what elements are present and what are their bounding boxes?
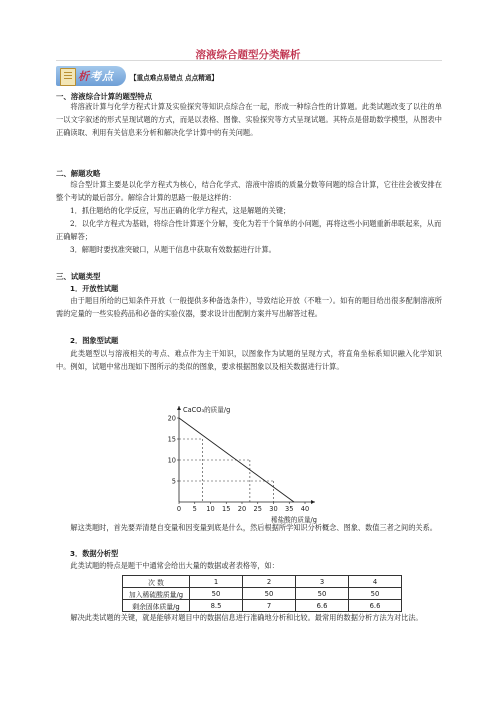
table-cell: 加入稀硫酸质量/g [123,588,190,600]
y-axis-arrow [177,406,181,410]
table-cell: 50 [190,588,243,600]
subheading-graph-questions: 2．图象型试题 [70,336,119,345]
section-heading-3: 三、试题类型 [56,272,101,281]
y-tick-label: 5 [171,477,176,486]
step-1: 1．抓住题给的化学反应，写出正确的化学方程式，这是解题的关键； [70,206,291,215]
badge-char-2: 考点 [90,70,114,83]
table-cell: 3 [296,576,349,588]
x-tick-label: 25 [253,505,262,513]
caco3-mass-chart [165,388,325,524]
table-cell: 50 [243,588,296,600]
data-analysis-paragraph: 此类试题的特点是题干中通常会给出大量的数据或者表格等，如： [70,561,279,570]
table-cell: 剩余固体质量/g [123,600,190,612]
x-tick-label: 10 [206,505,215,513]
subheading-open-questions: 1．开放性试题 [70,284,119,293]
y-tick-label: 10 [167,456,176,465]
title-divider [56,60,442,61]
section-heading-1: 一、溶液综合计算的题型特点 [56,92,153,101]
table-cell: 4 [349,576,402,588]
step-2: 2．以化学方程式为基础，将综合性计算逐个分解，变化为若干个简单的小问题，再将这些小问题重新串联起来，从而正确解答； [56,219,442,241]
book-icon [60,68,76,86]
table-cell: 2 [243,576,296,588]
section-banner [56,66,256,88]
table-cell: 7 [243,600,296,612]
x-tick-label: 0 [176,505,182,513]
x-tick-label: 5 [192,505,197,513]
table-cell: 6.6 [349,600,402,612]
x-tick-label: 40 [300,505,310,513]
table-row [123,588,402,600]
table-cell: 50 [349,588,402,600]
x-tick-label: 35 [285,505,294,513]
open-questions-paragraph: 由于题目所给的已知条件开放（一般提供多种备选条件），导致结论开放（不唯一）。如有的题目给出很多配制溶液所需的定量的一些实验药品和必备的实验仪器，要求设计出配制方案并写出解答过程。 [56,296,442,318]
step-3: 3．解题时要找准突破口，从题干信息中获取有效数据进行计算。 [70,245,276,254]
table-header-row [123,576,402,588]
section-heading-2: 二、解题攻略 [56,169,101,178]
banner-subtitle: 【重点难点易错点 点点精通】 [130,74,219,82]
x-axis-arrow [311,500,315,504]
table-row [123,600,402,612]
badge-char-1: 析 [78,70,90,83]
x-tick-label: 30 [269,505,278,513]
table-cell: 1 [190,576,243,588]
x-tick-label: 20 [237,505,247,513]
subheading-data-analysis: 3．数据分析型 [70,549,119,558]
data-table [122,575,402,612]
y-tick-label: 15 [167,435,176,444]
graph-questions-followup: 解这类题时，首先要弄清楚自变量和因变量到底是什么，然后根据所学知识分析概念、图象、数值三者之间的关系。 [70,523,437,532]
x-tick-label: 15 [222,505,231,513]
y-axis-label: CaCO₃的质量/g [183,406,231,414]
table-cell: 次 数 [123,576,190,588]
data-analysis-followup: 解决此类试题的关键，就是能够对题目中的数据信息进行准确地分析和比较。最常用的数据分析方法为对比法。 [70,613,423,622]
section-2-paragraph: 综合型计算主要是以化学方程式为核心，结合化学式、溶液中溶质的质量分数等问题的综合计算，它往往会被安排在整个考试的最后部分。解综合计算的思路一般是这样的： [56,180,442,202]
banner-badge [56,66,126,86]
banner-badge-text [78,68,114,84]
table-cell: 8.5 [190,600,243,612]
x-axis-label: 稀盐酸的质量/g [271,516,317,524]
y-tick-label: 20 [167,414,176,423]
graph-questions-paragraph: 此类题型以与溶液相关的考点、难点作为主干知识，以图象作为试题的呈现方式，将直角坐标系知识融入化学知识中。例如，试题中常出现如下图所示的类似的图象，要求根据图象以及相关数据进行计算。 [56,349,442,371]
table-cell: 50 [296,588,349,600]
section-1-paragraph: 将溶液计算与化学方程式计算及实验探究等知识点综合在一起，形成一种综合性的计算题。此类试题改变了以往的单一以文字叙述的形式呈现试题的方式，而是以表格、图像、实验探究等方式呈现试题。其特点是借助数学模型，从图表中正确读取、利用有关信息来分析和解决化学计算中的有关问题。 [56,102,442,137]
table-cell: 6.6 [296,600,349,612]
page-title: 溶液综合题型分类解析 [195,49,301,61]
